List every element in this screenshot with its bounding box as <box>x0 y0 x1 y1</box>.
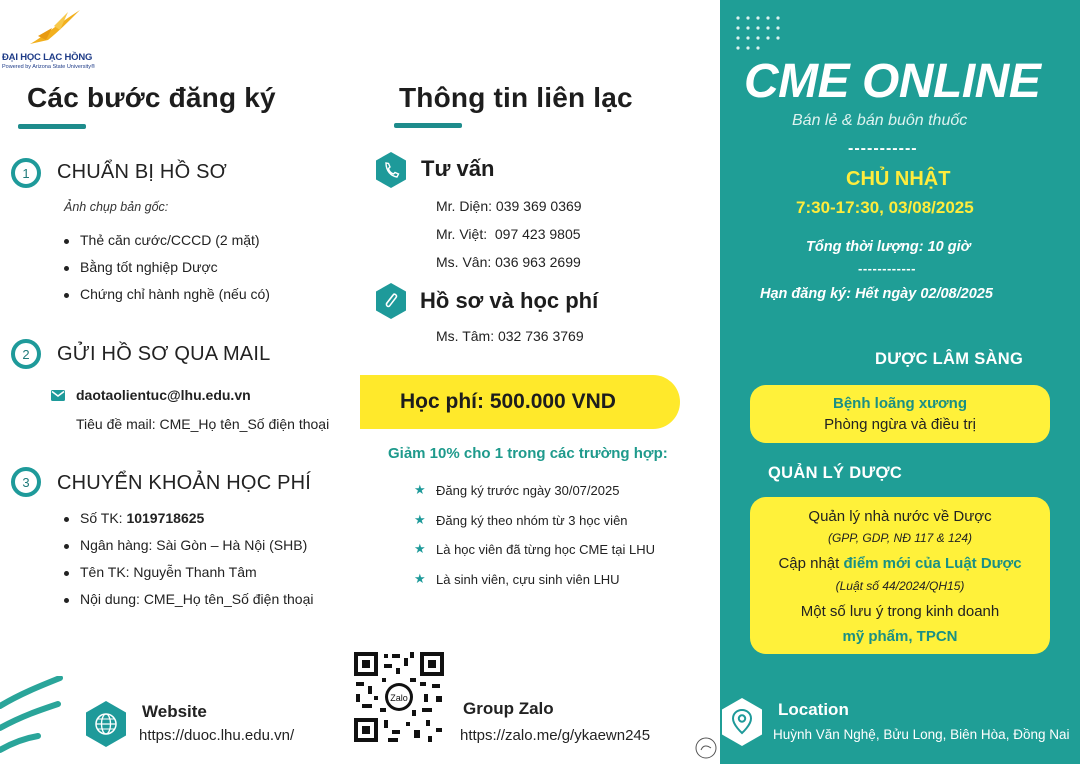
website-link[interactable]: https://duoc.lhu.edu.vn/ <box>139 727 295 744</box>
mail-subject: Tiêu đề mail: CME_Họ tên_Số điện thoại <box>76 416 330 432</box>
divider-dashes-2: ------------ <box>858 261 916 276</box>
list-item <box>62 510 313 537</box>
university-logo <box>2 6 114 70</box>
mgmt-line-3-highlight: mỹ phẩm, TPCN <box>842 628 958 645</box>
logo-name: ĐẠI HỌC LẠC HỒNG <box>2 52 93 63</box>
discount-text: Đăng ký trước ngày 30/07/2025 <box>436 483 620 498</box>
advisor-name: Ms. Vân: <box>436 254 492 270</box>
step-3-list <box>62 510 313 618</box>
mgmt-line-1-note: (GPP, GDP, NĐ 117 & 124) <box>827 531 973 545</box>
steps-heading: Các bước đăng ký <box>27 82 276 113</box>
advice-title: Tư vấn <box>421 156 495 181</box>
phone-icon <box>374 151 408 189</box>
list-item <box>414 572 655 602</box>
star-icon: ★ <box>414 570 426 586</box>
event-day: CHỦ NHẬT <box>846 168 951 190</box>
event-title: CME ONLINE <box>744 55 1041 108</box>
mgmt-line-2-prefix: Cập nhật <box>778 555 844 572</box>
location-pin-icon <box>720 696 764 750</box>
list-item: Tên TK: Nguyễn Thanh Tâm <box>62 564 313 591</box>
advisor-name: Mr. Việt: <box>436 226 488 242</box>
zalo-link[interactable]: https://zalo.me/g/ykaewn245 <box>460 727 651 744</box>
advisor-phone[interactable]: 097 423 9805 <box>494 226 581 242</box>
fee-banner <box>360 375 680 429</box>
clinical-box <box>750 385 1050 443</box>
mgmt-line-2-highlight: điểm mới của Luật Dược <box>843 555 1022 572</box>
mail-icon <box>51 390 65 401</box>
logo-subtitle: Powered by Arizona State University® <box>2 64 96 70</box>
step-1-list <box>62 232 270 313</box>
decorative-leaf-icon <box>0 676 70 764</box>
contact-heading-underline <box>394 123 462 128</box>
globe-icon <box>84 700 128 748</box>
advisor-name: Mr. Diện: <box>436 198 493 214</box>
mgmt-line-3: Một số lưu ý trong kinh doanh <box>800 603 1000 620</box>
management-box <box>750 497 1050 654</box>
website-title: Website <box>142 702 207 721</box>
account-number: 1019718625 <box>126 510 205 526</box>
star-icon: ★ <box>414 541 426 556</box>
event-datetime: 7:30-17:30, 03/08/2025 <box>796 198 974 217</box>
clinical-subtopic: Phòng ngừa và điều trị <box>824 416 976 433</box>
email-link[interactable]: daotaolientuc@lhu.edu.vn <box>76 387 251 403</box>
advisor-1 <box>436 198 582 214</box>
mgmt-line-2-note: (Luật số 44/2024/QH15) <box>835 579 965 593</box>
discount-text: Là sinh viên, cựu sinh viên LHU <box>436 571 620 587</box>
steps-heading-underline <box>18 124 86 129</box>
discount-list <box>414 483 655 601</box>
discount-text: Đăng ký theo nhóm từ 3 học viên <box>436 512 628 528</box>
contact-heading: Thông tin liên lạc <box>399 82 633 113</box>
step-3-title: CHUYỂN KHOẢN HỌC PHÍ <box>57 472 312 494</box>
event-subtitle: Bán lẻ & bán buôn thuốc <box>792 112 968 129</box>
decorative-stamp-icon <box>694 736 718 760</box>
discount-title: Giảm 10% cho 1 trong các trường hợp: <box>388 445 668 462</box>
management-title: QUẢN LÝ DƯỢC <box>768 464 903 482</box>
list-item: Chứng chỉ hành nghề (nếu có) <box>62 286 270 313</box>
mgmt-line-2 <box>750 555 1050 572</box>
mgmt-line-1: Quản lý nhà nước về Dược <box>808 508 992 525</box>
list-item: Bằng tốt nghiệp Dược <box>62 259 270 286</box>
bird-logo-icon <box>24 6 84 50</box>
step-1-title: CHUẨN BỊ HỒ SƠ <box>57 161 227 183</box>
qr-code-icon[interactable] <box>352 650 446 744</box>
list-item: Ngân hàng: Sài Gòn – Hà Nội (SHB) <box>62 537 313 564</box>
paperclip-icon <box>374 282 408 320</box>
location-title: Location <box>778 700 849 719</box>
list-item <box>414 483 655 513</box>
discount-text: Là học viên đã từng học CME tại LHU <box>436 542 655 557</box>
clinical-title: DƯỢC LÂM SÀNG <box>875 350 1024 368</box>
list-item: Thẻ căn cước/CCCD (2 mặt) <box>62 232 270 259</box>
list-item <box>414 542 655 572</box>
list-item: Nội dung: CME_Họ tên_Số điện thoại <box>62 591 313 618</box>
fee-text: Học phí: 500.000 VND <box>400 390 616 413</box>
docs-title: Hồ sơ và học phí <box>420 288 599 313</box>
qr-zalo-label: Zalo <box>390 693 408 703</box>
star-icon: ★ <box>414 511 426 527</box>
star-icon: ★ <box>414 482 426 497</box>
advisor-phone[interactable]: 036 963 2699 <box>495 254 581 270</box>
step-1-note: Ảnh chụp bản gốc: <box>64 200 169 214</box>
registration-deadline: Hạn đăng ký: Hết ngày 02/08/2025 <box>760 286 993 302</box>
docs-contact: Ms. Tâm: 032 736 3769 <box>436 328 584 344</box>
zalo-title: Group Zalo <box>463 699 554 718</box>
step-2-badge: 2 <box>11 339 41 369</box>
divider-dashes: ----------- <box>848 140 918 157</box>
location-address: Huỳnh Văn Nghệ, Bửu Long, Biên Hòa, Đồng Nai <box>773 727 1070 742</box>
event-duration: Tổng thời lượng: 10 giờ <box>806 239 971 255</box>
account-label: Số TK: <box>80 510 127 526</box>
step-3-badge: 3 <box>11 467 41 497</box>
advisor-phone[interactable]: 039 369 0369 <box>495 198 582 214</box>
step-1-badge: 1 <box>11 158 41 188</box>
advisor-2 <box>436 226 581 242</box>
list-item <box>414 513 655 543</box>
clinical-topic: Bệnh loãng xương <box>832 395 968 412</box>
step-2-title: GỬI HỒ SƠ QUA MAIL <box>57 343 271 365</box>
advisor-3 <box>436 254 581 270</box>
